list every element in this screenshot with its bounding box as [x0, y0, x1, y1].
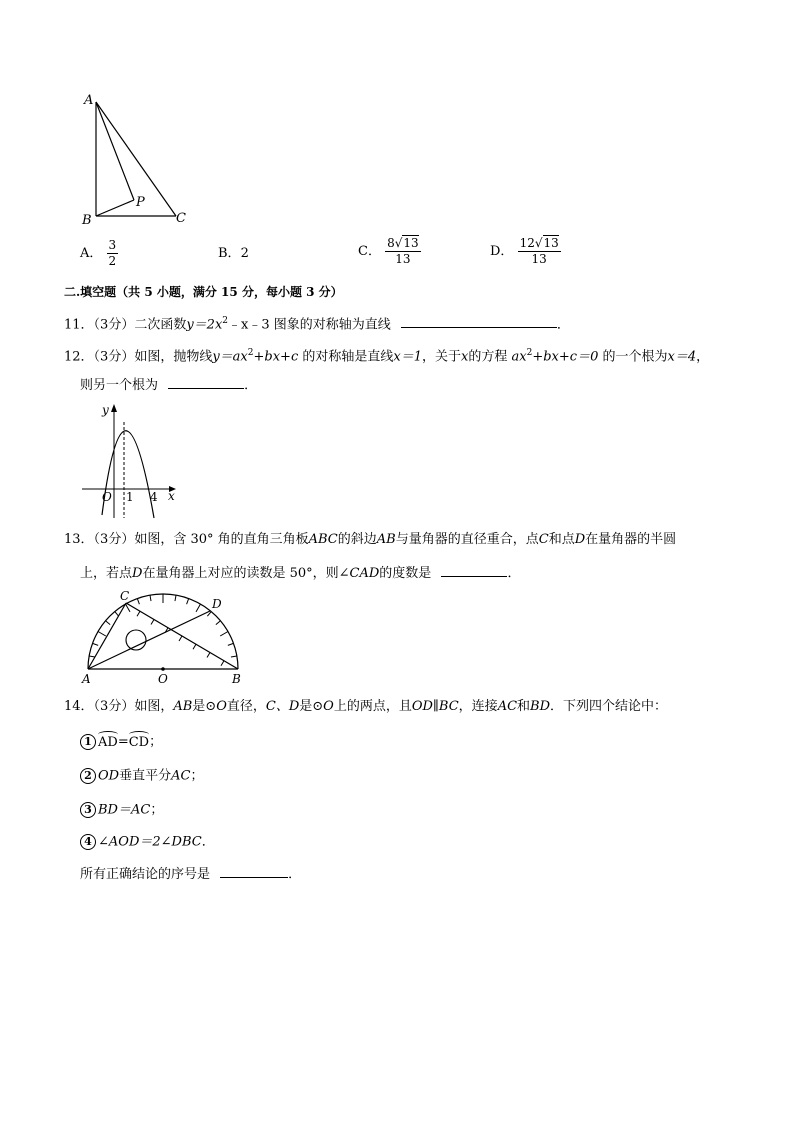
q12-p2: +bx+c — [253, 349, 299, 365]
label-c: C — [176, 211, 186, 226]
q12-parabola-graph — [80, 400, 190, 522]
marker-1: 1 — [80, 734, 96, 750]
scale-tick — [193, 644, 196, 649]
q13-ab: AB — [376, 532, 396, 547]
arc-cd: CD — [128, 734, 150, 750]
scale-tick — [207, 653, 210, 658]
question-11 — [64, 313, 570, 333]
question-13-line1 — [64, 532, 676, 548]
question-13-line2 — [80, 564, 520, 582]
q14-t7: ．下列四个结论中： — [550, 699, 668, 714]
q12-t2: ，关于 — [422, 349, 462, 365]
center-point-o — [161, 667, 165, 671]
option-c-coef: 8 — [387, 236, 395, 250]
q13-abc: ABC — [308, 532, 338, 547]
q12-p4: +bx+c＝0 — [532, 349, 599, 365]
protractor-tick — [220, 632, 228, 637]
option-d-label: D． — [490, 244, 514, 259]
y-label: y — [102, 403, 109, 417]
q11-number: 11．（3分）二次函数 — [64, 317, 187, 333]
q13-protractor-figure — [76, 586, 246, 686]
protractor-tick — [150, 595, 151, 601]
angle-relation: ∠AOD＝2∠DBC — [98, 834, 202, 850]
q13-answer-blank[interactable] — [441, 564, 507, 577]
protractor-tick — [175, 595, 176, 601]
q12-t5: ， — [696, 349, 710, 365]
q11-end: ． — [556, 317, 570, 333]
q12-number: 12．（3分）如图，抛物线 — [64, 349, 213, 365]
q13-line2a: 上，若点 — [80, 566, 133, 581]
marker-2: 2 — [80, 768, 96, 784]
q10-option-b — [218, 246, 249, 262]
bd-eq-ac: BD＝AC — [98, 802, 151, 818]
q12-cond: x＝1 — [393, 349, 422, 365]
od: OD — [98, 768, 120, 784]
q10-option-d — [490, 236, 561, 267]
scale-tick — [137, 611, 140, 616]
q13-line1: 13．（3分）如图，含 30° 角的直角三角板 — [64, 532, 309, 547]
q12-p1: y＝ax — [212, 349, 248, 365]
option-a-num: 3 — [108, 238, 117, 252]
option-d-fraction — [518, 236, 561, 267]
y-axis-arrow — [111, 404, 117, 412]
option-d-rad: 13 — [543, 236, 559, 250]
protractor-tick — [98, 632, 106, 637]
q14-o1: O — [216, 699, 227, 714]
q14-ab: AB — [173, 699, 193, 714]
q13-end: ． — [507, 566, 521, 581]
label-a: A — [82, 672, 91, 686]
arc-ad: AD — [98, 734, 118, 750]
q12-answer-blank[interactable] — [168, 376, 244, 389]
label-c: C — [120, 589, 130, 603]
label-b: B — [232, 672, 241, 686]
label-a: A — [84, 93, 94, 108]
q14-final-line — [80, 865, 301, 883]
q14-ac: AC — [497, 699, 518, 714]
perp-bisect: 垂直平分 — [119, 768, 172, 784]
q12-e2: 2 — [526, 348, 533, 358]
q12-t4: 的一个根为 — [602, 349, 668, 365]
q14-cd: C、D — [265, 699, 300, 714]
q13-d2: D — [132, 566, 143, 581]
q13-line2b: 在量角器上对应的读数是 50°，则∠ — [142, 566, 350, 581]
tail-3: ； — [150, 802, 164, 818]
section-title: 二.填空题（共 5 小题，满分 15 分，每小题 3 分） — [64, 285, 343, 299]
q13-d: D — [574, 532, 586, 547]
protractor-tick — [115, 612, 119, 617]
q12-root: x＝4 — [667, 349, 697, 365]
q14-o2: O — [323, 699, 334, 714]
q13-t1: 的斜边 — [337, 532, 377, 547]
protractor-tick — [216, 621, 221, 625]
q12-line2: 则另一个根为 — [80, 378, 159, 393]
q14-t2: 直径， — [226, 699, 266, 714]
tick-1-label: 1 — [126, 490, 134, 504]
q14-t1: 是⊙ — [192, 699, 217, 714]
scale-tick — [151, 620, 154, 625]
option-c-den: 13 — [395, 252, 411, 266]
label-p: P — [136, 195, 145, 210]
q12-p3: ax — [511, 349, 527, 365]
x-label: x — [168, 489, 175, 503]
q14-t6: 和 — [517, 699, 531, 714]
triangle-hole — [126, 630, 146, 650]
q13-t3: 和点 — [548, 532, 575, 547]
marker-3: 3 — [80, 802, 96, 818]
tick-4-label: 4 — [150, 490, 158, 504]
parabola-curve — [102, 431, 154, 518]
label-d: D — [212, 597, 222, 611]
option-a-fraction — [107, 238, 119, 269]
protractor-tick — [106, 621, 111, 625]
q14-answer-blank[interactable] — [220, 865, 288, 878]
protractor-tick — [89, 656, 95, 657]
question-14-line1 — [64, 699, 667, 715]
edge-ap — [96, 102, 134, 200]
q12-end: ． — [244, 378, 258, 393]
q11-rest: ﹣x﹣3 图象的对称轴为直线 — [228, 317, 391, 333]
triangle-cb — [126, 603, 238, 669]
eq-sign: = — [117, 734, 129, 750]
q12-t3: 的方程 — [468, 349, 508, 365]
option-a-label: A． — [80, 246, 103, 261]
q11-func: y＝2x — [186, 317, 223, 333]
option-d-num: 12√13 — [519, 236, 559, 250]
question-12-line2 — [80, 376, 257, 394]
scale-tick — [221, 661, 224, 666]
option-c-num: 8√13 — [387, 236, 419, 250]
protractor-tick — [228, 643, 234, 645]
q10-option-c — [358, 236, 421, 267]
q14-odbc: OD∥BC — [411, 699, 459, 714]
q13-c: C — [538, 532, 549, 547]
q12-x: x — [461, 349, 469, 365]
protractor-tick — [231, 656, 237, 657]
option-d-den: 13 — [531, 252, 547, 266]
tail-2: ； — [190, 768, 204, 784]
option-c-fraction — [385, 236, 421, 267]
q11-answer-blank[interactable] — [401, 315, 557, 328]
marker-4: 4 — [80, 834, 96, 850]
protractor-tick — [196, 604, 201, 612]
q13-t4: 在量角器的半圆 — [585, 532, 677, 547]
q14-line1a: 14．（3分）如图， — [64, 699, 174, 714]
q14-conclusion-3 — [80, 802, 163, 819]
q14-t5: ，连接 — [458, 699, 498, 714]
q14-t4: 上的两点，且 — [333, 699, 412, 714]
q14-conclusion-2 — [80, 768, 203, 785]
ac: AC — [171, 768, 191, 784]
option-b-label: B． — [218, 246, 241, 261]
q13-t2: 与量角器的直径重合，点 — [395, 532, 539, 547]
question-12-line1 — [64, 345, 709, 365]
q13-cad: CAD — [349, 566, 380, 581]
triangle-ac — [88, 603, 126, 669]
option-c-rad: 13 — [403, 236, 419, 250]
edge-bp — [96, 200, 134, 216]
q14-conclusion-1 — [80, 734, 162, 751]
q10-option-a — [80, 238, 118, 269]
scale-tick — [179, 636, 182, 641]
option-b-value: 2 — [240, 246, 249, 261]
origin-label: O — [102, 490, 112, 504]
q14-bd: BD — [530, 699, 551, 714]
q12-e1: 2 — [247, 348, 254, 358]
q14-t3: 是⊙ — [299, 699, 324, 714]
tail-4: ． — [201, 834, 215, 850]
q13-line2c: 的度数是 — [379, 566, 432, 581]
q12-t1: 的对称轴是直线 — [302, 349, 394, 365]
q11-exp: 2 — [222, 316, 229, 326]
q14-conclusion-4 — [80, 834, 215, 851]
tail-1: ； — [149, 734, 163, 750]
option-d-coef: 12 — [519, 236, 535, 250]
protractor-tick — [187, 599, 189, 605]
protractor-tick — [93, 643, 99, 645]
q10-triangle-figure — [80, 90, 200, 230]
label-b: B — [82, 213, 92, 228]
option-c-label: C． — [358, 244, 381, 259]
label-o: O — [158, 672, 168, 686]
q14-end: ． — [288, 867, 302, 882]
q14-final: 所有正确结论的序号是 — [80, 867, 211, 882]
option-a-den: 2 — [108, 254, 117, 268]
protractor-tick — [137, 599, 139, 605]
